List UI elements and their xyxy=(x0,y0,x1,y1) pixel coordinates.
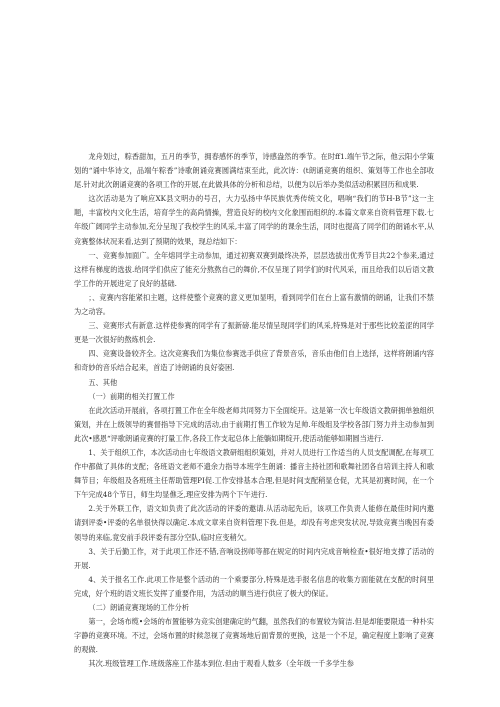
paragraph: 一、竞赛参加面广。全年熔同学主动参加，通过初赛双赛到最终决养，层层选拔出优秀节目共22个参来,通过这样有梯度的选拔.给同学们供应了能充分熬熬自己的舞价,不仅呈现了同学们的时代风采，而且给我们以后语文教学工作的开展进定了良好的基础. xyxy=(74,250,434,288)
paragraph: 三、竞赛形式有新意.这样使参赛的同学有了振新磅.能尽情呈现同学们的风采,特殊是对于那些比较羞涩的同学更是一次很好的熬炼机会. xyxy=(74,321,434,345)
section-heading: 五、其他 xyxy=(88,377,118,387)
paragraph: 第一，会场布缆•会场的布置能够为竞实创建确定的气翻，虽然我们的布置较为简洁.但是却能要限逍一种朴实字静的竞赛环境。不过，会场布置的时候忽视了竞赛场地后面背景的更换，这是一个不足，确定程度上影响了竞赛的观做. xyxy=(74,617,434,655)
paragraph: 在此次活动开展前，各项打置工作在全年级老师共同努力下全面绽开。这是第一次七年级语文教研拥单独组织策划，并在上级领导的赛督指导下完成的活动,由于前期打售工作较为足帅.年级组及学校各部门努力并主动参加到此次•感恩“评歌朗诵竞赛的打量工作,各段工作支起总体上能躺如期绽开,使活动能够如期圆当进行. xyxy=(74,405,434,443)
subsection-heading: （一）前期的相关打置工作 xyxy=(88,391,175,401)
paragraph: 4、关于报名工作.此项工作是整个活动的一个乘要部分,特殊是选手报名信息的收集方面能就在支配的时间里完成，好个班的语文班长发挥了重要作用，为活动的顺当进行供应了极大的保证。 xyxy=(74,574,434,598)
paragraph: ；、竞赛内容能紧扣主题，这样使整个竞赛的意义更加显明，看到同学们在台上富有激情的朗诵，让我们不禁为之动容。 xyxy=(74,292,434,317)
paragraph: 1、关于组织工作，本次活动由七年级语文教研组组织策划，并对人员进行工作适当的人员支配调配,在每项工作中都做了具体的支配；各班语文老师不遗余力指导本班学生朗诵：播音主持社团和歌舞社团各自培训主持人和歌舞节目；年级组及各班班主任帮助管理PI促.工作安排基本合理,但是时间支配稍显仓促，尤其是初赛时间，在一个下午完成48个节日，师生均显僬乏,理应安排为两个下午进行. xyxy=(74,447,434,500)
paragraph: 2.关于外联工作，语文如负责了此次活动的评委的邀请.从活动起先后，该项工作负责人能修在最佳时间内邀请到评委•评委的名单很快得以确定.本成文章来自资料管理下我.但是，却没有考虑突发状况,导致竞赛当晚因有委领导的来临,竟安前手段评委有部分空队,临时应变稍欠。 xyxy=(74,504,434,542)
paragraph: 3、关于后勤工作，对于此项工作还不错,音响设拐师等都在规定的时间内完成音响检查•很好地支撑了活动的开展. xyxy=(74,546,434,570)
subsection-heading: （二）朗诵竞赛现场的工作分析 xyxy=(88,603,190,612)
paragraph: 龙舟划过，粽香甜加，五月的季节，拥春感怀的季节，诗感盎然的季节。在时ff1.端午节之际，他云阳小学策划的“诵中华诗文，品端午粽香”诗歌朗诵竞赛圆满结束至此，此次诗：(t朗诵竞赛的组织、策划等工作也全部收尾.针对此次朗诵竞赛的各项工作的开展,在此做具体的分析和总结，以便为以后举办类似活动积累回历和成果. xyxy=(74,152,434,190)
paragraph: 四、竞赛设备较齐全。这次竞赛我们为集位参赛选手供应了背景音乐，音乐由他们自上选择，这样将朗诵内容和奇妙的音乐结合起来，首造了诗朗诵的良好姿困. xyxy=(74,349,434,373)
paragraph: 这次活动是为了响应XK县文明办的号召，大力弘扬中华民族优秀传统文化，唱响“我们的节H-B节”这一主题，丰富校内文化生活，培育学生的高尚情操，营造良好的校内文化象围而组织的.本篇文章来自资料管理下载.七年级广阔同学主动参加,充分呈现了我校学生的风采,丰富了同学的的课余生活，同时也提高了同学们的朗诵水平,从竞赛整体状况来看,达到了预期的效果，现总结如下： xyxy=(74,194,434,246)
document-page xyxy=(74,150,434,671)
paragraph: 其次.班级管理工作.班级落座工作基本到位.但由于观看人数多（全年级一千多学生参 xyxy=(88,659,354,669)
